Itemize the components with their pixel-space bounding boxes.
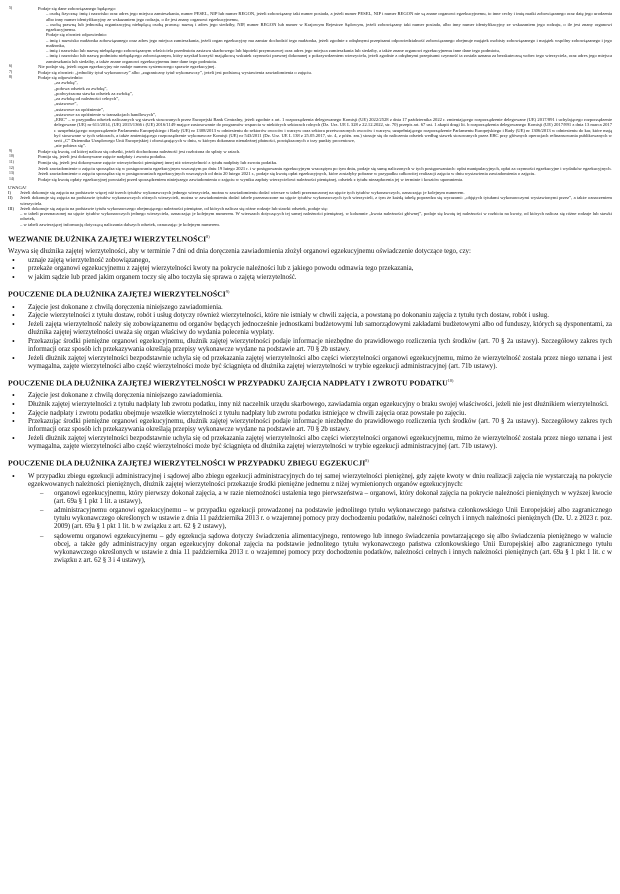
notes-block — [8, 185, 612, 227]
footnote-option: „ustawowe za opóźnienie w transakcjach handlowych”, — [54, 111, 157, 117]
footnote-number: 9) — [9, 148, 13, 153]
footnote-number: 8) — [9, 75, 13, 80]
footnote-option-ebc: „EBC” – w przypadku odsetek naliczanych wg stawek stosowanych przez Europejski Bank Centralny, jeżeli zgodnie z art. 1 rozporządzenia delegowanego Komisji (UE) 2022/2528 z dnia 17 października 2022 r. zmieniającego rozporządzenie delegowane (UE) 2017/891 i uchylającego rozporządzenie delegowane (UE) nr 611/2014, (UE) 2015/1366 i (UE) 2016/1149 mające zastosowanie do programów wsparcia w niektórych sektorach rolnych (Dz. Urz. UE L 328 z 22.12.2022, str. 70) przepis art. 67 ust. 1 akapit drugi lit. b rozporządzenia delegowanego Komisji (UE) 2017/891 z dnia 13 marca 2017 r. uzupełniającego rozporządzenie Parlamentu Europejskiego i Rady (UE) nr 1308/2013 w odniesieniu do sektorów owoców i warzyw oraz sektora przetworzonych owoców i warzyw, uzupełniającego rozporządzenie Parlamentu Europejskiego i Rady (UE) nr 1306/2013 w odniesieniu do kar, które mają być stosowane w tych sektorach, a także zmieniającego rozporządzenie wykonawcze Komisji (UE) nr 543/2011 (Dz. Urz. UE L 138 z 25.05.2017, str. 4, z późn. zm.) stosuje się do naliczenia odsetek według stawek stosowanych przez EBC przy głównych operacjach refinansowania publikowanych w serii „C” Dziennika Urzędowego Unii Europejskiej i obowiązujących w dniu, w którym dokonano nienależnej płatności, powiększonych o trzy punkty procentowe, — [54, 117, 612, 144]
list-item: • Jeżeli zajęta wierzytelność należy się zobowiązanemu od organów będących jednocześnie jednostkami budżetowymi lub samorządowymi zakładami budżetowymi albo od funduszy, których są dysponentami, za dłużnika zajętej wierzytelności uważa się organ właściwy do wydania polecenia wypłaty. — [8, 321, 612, 337]
footnote-text: Pomija się, jeżeli jest dokonywane zajęcie wierzytelności pieniężnej innej niż wierzytelność z tytułu nadpłaty lub zwrotu podatku. — [38, 160, 278, 166]
footnote-number: 11) — [9, 160, 14, 165]
list-item: • Dłużnik zajętej wierzytelności z tytułu nadpłaty lub zwrotu podatku, inny niż naczelnik urzędu skarbowego, zawiadamia organ egzekucyjny o braku swojej właściwości, jeżeli nie jest dłużnikiem wierzytelności. — [8, 401, 612, 409]
footnote-number: 10) — [9, 154, 15, 159]
footnote-number: 13) — [9, 171, 15, 176]
footnote-option: „za zwłokę od należności celnych”, — [54, 96, 120, 102]
footnote-subitem: – imię i nazwisko małżonka zobowiązanego oraz adres jego miejsca zamieszkania, jeżeli organ egzekucyjny ma zamiar dochodzić tego małżonka, jeżeli zgodnie z odrębnymi przepisami odpowiedzialność zobowiązanego obejmuje majątek osobisty zobowiązanego i majątek wspólny zobowiązanego i jego małżonka, — [46, 37, 612, 48]
notes-title: UWAGA! — [8, 184, 27, 190]
section-heading-pouczenie-nadplata: POUCZENIE DLA DŁUŻNIKA ZAJĘTEJ WIERZYTELNOŚCI W PRZYPADKU ZAJĘCIA NADPŁATY I ZWROTU PODATKU$^{10)}$ — [8, 377, 454, 388]
footnote-5 — [8, 6, 612, 64]
footnote-option: „ustawowe za opóźnienie”, — [54, 106, 105, 112]
list-item: • w jakim sądzie lub przed jakim organem toczy się albo toczyła się sprawa o zajętą wierzytelność. — [8, 274, 612, 282]
section-heading-pouczenie: POUCZENIE DLA DŁUŻNIKA ZAJĘTEJ WIERZYTELNOŚCI$^{9)}$ — [8, 289, 230, 299]
list-item: • Zajęcie jest dokonane z chwilą doręczenia niniejszego zawiadomienia. — [8, 392, 612, 400]
note-subitem — [8, 222, 612, 227]
footnote-8 — [8, 75, 612, 149]
footnote-subitem: – imię i nazwisko lub nazwę niebędącego zobowiązanym właściciela przedmiotu zastawu skarbowego lub hipoteki przymusowej oraz adres jego miejsca zamieszkania lub siedziby, a także znane organowi egzekucyjnemu inne dane tego podmiotu, — [46, 48, 500, 53]
footnote-number: 5) — [9, 6, 13, 10]
list-item: • Jeżeli dłużnik zajętej wierzytelności bezpodstawnie uchyla się od przekazania zajętej wierzytelności albo części wierzytelności organowi egzekucyjnemu, mimo że wierzytelność została przez niego uznana i jest wymagalna, zajęte wierzytelności albo część wierzytelności może być ściągnięta od dłużnika zajętej wierzytelności w trybie egzekucji administracyjnej (art. 71b ustawy). — [8, 435, 612, 451]
note-text: Jeżeli dokonuje się zajęcia na podstawie tytułu wykonawczego obejmującego należności pieniężne, od których nalicza się różne rodzaje lub stawki odsetek, podaje się: — [20, 205, 328, 211]
note-number: III) — [8, 205, 15, 211]
footnote-subitem: – osobą prawną lub jednostką organizacyjną niebędącą osobą prawną: nazwę i adres jego siedziby, NIP, numer REGON lub numer w Krajowym Rejestrze Sądowym, jeżeli zobowiązany taki numer posiada, albo inny numer identyfikacyjny ze wskazaniem jego rodzaju, o ile jest znany organowi egzekucyjnemu. — [46, 21, 612, 32]
footnote-number: 14) — [9, 176, 15, 181]
footnote-number: 6) — [9, 64, 13, 69]
list-item: • uznaje zajętą wierzytelność zobowiązanego, — [8, 257, 612, 265]
note-text: Jeżeli dokonuje się zajęcia na podstawie tytułów wykonawczych różnych wierzycieli, można w zawiadomieniu dodać tabele przeznaczone na ujęcie tytułów wykonawczych tych wierzycieli, z tym że każdą tabelę poprzedza się wyrazami: „objętych tytułami wykonawczymi wystawionymi przez”, a także oznaczeniem wierzyciela. — [20, 195, 612, 206]
section-intro: Wzywa się dłużnika zajętej wierzytelności, aby w terminie 7 dni od dnia doręczenia zawiadomienia złożył organowi egzekucyjnemu oświadczenie dotyczące tego, czy: — [8, 248, 471, 256]
note-subitem — [8, 211, 612, 222]
dash-item: – administracyjnemu organowi egzekucyjnemu – w przypadku egzekucji prowadzonej na podstawie jednolitego tytułu wykonawczego państwa członkowskiego Unii Europejskiej albo zagranicznego tytułu wykonawczego określonych w ustawie z dnia 11 października 2013 r. o wzajemnej pomocy przy dochodzeniu podatków, należności celnych i innych należności pieniężnych (Dz. U. z 2023 r. poz. 2009) (art. 69a § 1 pkt 1 lit. b w związku z art. 62 § 2 ustawy), — [28, 507, 612, 531]
footnote-option: „za zwłokę”, — [54, 80, 78, 86]
footnote-9 — [8, 149, 612, 154]
footnote-number: 7) — [9, 69, 13, 74]
note-text: Jeżeli dokonuje się zajęcia na podstawie więcej niż trzech tytułów wykonawczych jednego wierzyciela, można w zawiadomieniu dodać wiersze w tabeli przeznaczonej na ujęcie tych tytułów wykonawczych, oznaczając je kolejnym numerem. — [20, 190, 465, 196]
footnote-7 — [8, 70, 612, 75]
footnote-text: Podaje się kwotę, od której nalicza się odsetki, jeżeli dochodzona należność jest rozłożona do spłaty w ratach. — [38, 148, 241, 154]
note-subtext: – w tabeli przeznaczonej na ujęcie tytułów wykonawczych jednego wierzyciela, oznaczając je kolejnym numerem. W wierszach dotyczących tej samej należności pieniężnej, w kolumnie „kwota należności głównej”, podaje się kwotę tej należności w rozbiciu na kwoty, od których nalicza się różne rodzaje lub stawki odsetek, — [20, 211, 612, 222]
note-number: II) — [8, 195, 13, 201]
list-item: • przekaże organowi egzekucyjnemu z zajętej wierzytelności kwoty na pokrycie należności lub z jakiego powodu odmawia tego przekazania, — [8, 265, 612, 273]
list-item: • Przekazując środki pieniężne organowi egzekucyjnemu, dłużnik zajętej wierzytelności podaje informacje niezbędne do prawidłowego rozliczenia tych środków (art. 70 § 2a ustawy). Szczegółowy zakres tych informacji oraz sposób ich przekazywania określają przepisy wykonawcze wydane na podstawie art. 70 § 2b ustawy. — [8, 338, 612, 354]
dash-item: – organowi egzekucyjnemu, który pierwszy dokonał zajęcia, a w razie niemożności ustalenia tego pierwszeństwa – organowi, który dokonał zajęcia na pokrycie należności pieniężnych w wyższej kwocie (art. 69a § 1 pkt 1 lit. a ustawy), — [28, 490, 612, 506]
footnote-text: Podaje się kwotę opłaty egzekucyjnej powstałej przed sporządzeniem niniejszego zawiadomienia o zajęciu w wyniku zapłaty wierzycielowi należności pieniężnej, odsetek z tytułu niezapłacenia jej w terminie i kosztów upomnienia. — [38, 176, 464, 182]
footnote-text: Jeżeli zawiadomienie o zajęciu sporządza się w postępowaniu egzekucyjnym wszczętym po dniu 19 lutego 2021 r. i w postępowaniu egzekucyjnym wszczętym po tym dniu, podaje się sumę naliczonych w tych postępowaniach: opłat manipulacyjnych, opłat za czynności egzekucyjne i wydatków egzekucyjnych. — [38, 165, 612, 171]
footnote-text: Jeżeli zawiadomienie o zajęciu sporządza się w postępowaniach egzekucyjnych wszczętych od dnia 20 lutego 2021 r., podaje się kwotę opłat egzekucyjnych, które zostałyby pobrane w przypadku całkowitej realizacji zajęcia w dniu wystawienia zawiadomienia o zajęciu. — [38, 171, 536, 177]
footnote-11 — [8, 160, 612, 165]
footnote-13 — [8, 171, 612, 176]
footnote-10 — [8, 154, 612, 159]
list-item: • W przypadku zbiegu egzekucji administracyjnej i sądowej albo zbiegu egzekucji administracyjnych do tej samej wierzytelności pieniężnej, gdy zajęte kwoty w dniu realizacji zajęcia nie wystarczają na pokrycie egzekwowanych należności pieniężnych, dłużnik zajętej wierzytelności przekazuje środki pieniężne jednemu z niżej wymienionych organów egzekucyjnych: – organowi egzekucyjnemu, który pierwszy dokonał zajęcia, a w razie niemożności ustalenia tego pierwszeństwa – organowi, który dokonał zajęcia na pokrycie należności pieniężnych w wyższej kwocie (art. 69a § 1 pkt 1 lit. a ustawy), – administracyjnemu organowi egzekucyjnemu – w przypadku egzekucji prowadzonej na podstawie jednolitego tytułu wykonawczego państwa członkowskiego Unii Europejskiej albo zagranicznego tytułu wykonawczego określonych w ustawie z dnia 11 października 2013 r. o wzajemnej pomocy przy dochodzeniu podatków, należności celnych i innych należności pieniężnych (Dz. U. z 2023 r. poz. 2009) (art. 69a § 1 pkt 1 lit. b w związku z art. 62 § 2 ustawy), – sądowemu organowi egzekucyjnemu – gdy egzekucja sądowa dotyczy świadczenia alimentacyjnego, rentowego lub innego świadczenia powtarzającego się albo świadczenia pieniężnego w walucie obcej, a także gdy administracyjny organ egzekucyjny dokonał zajęcia na podstawie jednolitego tytułu wykonawczego państwa członkowskiego Unii Europejskiej albo zagranicznego tytułu wykonawczego określonych w ustawie z dnia 11 października 2013 r. o wzajemnej pomocy przy dochodzeniu podatków, należności celnych i innych należności pieniężnych (art. 69a § 1 pkt 1 lit. c w związku z art. 62 § 3 i 4 ustawy), — [8, 473, 612, 565]
bullet-list — [8, 392, 612, 451]
footnote-12 — [8, 166, 612, 171]
list-item: • Zajęcie wierzytelności z tytułu dostaw, robót i usług dotyczy również wierzytelności, które nie istniały w chwili zajęcia, a powstaną po dokonaniu zajęcia z tytułu tych dostaw, robót i usług. — [8, 312, 612, 320]
section-heading-pouczenie-zbieg: POUCZENIE DLA DŁUŻNIKA ZAJĘTEJ WIERZYTELNOŚCI W PRZYPADKU ZBIEGU EGZEKUCJI$^{8)}$ — [8, 458, 369, 468]
footnote-subitem: – osobą fizyczną: imię i nazwisko oraz adres jego miejsca zamieszkania, numer PESEL, NIP lub numer REGON, jeżeli zobowiązany taki numer posiada, a jeżeli numer PESEL, NIP i numer REGON nie są znane organowi egzekucyjnemu, to inne cechy i imię matki zobowiązanego oraz datę jego urodzenia albo inny numer identyfikacyjny ze wskazaniem jego rodzaju, o ile jest znany organowi egzekucyjnemu, — [46, 11, 612, 22]
footnote-text: Podaje się dane zobowiązanego będącego: — [38, 6, 117, 11]
list-item: • Zajęcie nadpłaty i zwrotu podatku obejmuje wszelkie wierzytelności z tytułu nadpłaty lub zwrotu podatku istniejące w chwili zajęcia oraz powstałe po zajęciu. — [8, 410, 612, 418]
bullet-list — [8, 473, 612, 565]
note-subtext: – w tabeli zawierającej informację dotyczącą naliczania dalszych odsetek, oznaczając je kolejnym numerem. — [20, 221, 220, 227]
dash-list — [28, 490, 612, 565]
footnote-option: „ustawowe”, — [54, 101, 78, 107]
list-item: • Jeżeli dłużnik zajętej wierzytelności bezpodstawnie uchyla się od przekazania zajętej wierzytelności albo części wierzytelności organowi egzekucyjnemu, mimo że wierzytelność została przez niego uznana i jest wymagalna, zajęte wierzytelności albo część wierzytelności może być ściągnięta od dłużnika zajętej wierzytelności w trybie egzekucji administracyjnej (art. 71b ustawy). — [8, 355, 612, 371]
section-heading-wezwanie: WEZWANIE DŁUŻNIKA ZAJĘTEJ WIERZYTELNOŚCI$^{8)}$ — [8, 233, 210, 244]
footnotes — [8, 6, 612, 182]
footnote-text: Podaje się odpowiednio: — [38, 75, 84, 81]
note-item — [8, 195, 612, 206]
footnote-14 — [8, 177, 612, 182]
dash-item: – sądowemu organowi egzekucyjnemu – gdy egzekucja sądowa dotyczy świadczenia alimentacyjnego, rentowego lub innego świadczenia powtarzającego się albo świadczenia pieniężnego w walucie obcej, a także gdy administracyjny organ egzekucyjny dokonał zajęcia na podstawie jednolitego tytułu wykonawczego państwa członkowskiego Unii Europejskiej albo zagranicznego tytułu wykonawczego określonych w ustawie z dnia 11 października 2013 r. o wzajemnej pomocy przy dochodzeniu podatków, należności celnych i innych należności pieniężnych (art. 69a § 1 pkt 1 lit. c w związku z art. 62 § 3 i 4 ustawy), — [28, 533, 612, 565]
bullet-list — [8, 257, 612, 282]
note-number: I) — [8, 190, 12, 196]
footnote-text: Podaje się również: „jednolity tytuł wykonawczy” albo „zagraniczny tytuł wykonawczy”, jeżeli jest podstawą wystawienia zawiadomienia o zajęciu. — [38, 69, 312, 75]
footnote-option: „podwyższona stawka odsetek za zwłokę”, — [54, 90, 133, 96]
footnote-6 — [8, 64, 612, 69]
footnote-text: Pomija się, jeżeli jest dokonywane zajęcie nadpłaty i zwrotu podatku. — [38, 154, 166, 160]
bullet-list — [8, 304, 612, 371]
list-item: • Przekazując środki pieniężne organowi egzekucyjnemu, dłużnik zajętej wierzytelności podaje informacje niezbędne do prawidłowego rozliczenia tych środków (art. 70 § 2a ustawy). Szczegółowy zakres tych informacji oraz sposób ich przekazywania określają przepisy wykonawcze wydane na podstawie art. 70 § 2b ustawy. — [8, 418, 612, 434]
list-item: • Zajęcie jest dokonane z chwilą doręczenia niniejszego zawiadomienia. — [8, 304, 612, 312]
footnote-subitem: – imię i nazwisko lub nazwę podmiotu niebędącego zobowiązanym, który uzyskał korzyść majątkową wskutek czynności prawnej dokonanej z pokrzywdzeniem wierzyciela, jeżeli zgodnie z odrębnymi przepisami czynność ta została uznana za bezskuteczną wobec tego wierzyciela, oraz adres jego miejsca zamieszkania lub siedziby, a także znane organowi egzekucyjnemu inne dane tego podmiotu. — [46, 53, 612, 64]
footnote-option: „nie pobiera się”. — [54, 143, 87, 149]
footnote-text: Nie podaje się, jeżeli organ egzekucyjny nie nadaje numeru systemowego sprawie egzekucyjnej. — [38, 64, 216, 70]
footnote-subhead: Podaje się również odpowiednio: — [46, 32, 108, 38]
footnote-option: „połowa odsetek za zwłokę”, — [54, 85, 108, 91]
footnote-number: 12) — [9, 165, 15, 170]
